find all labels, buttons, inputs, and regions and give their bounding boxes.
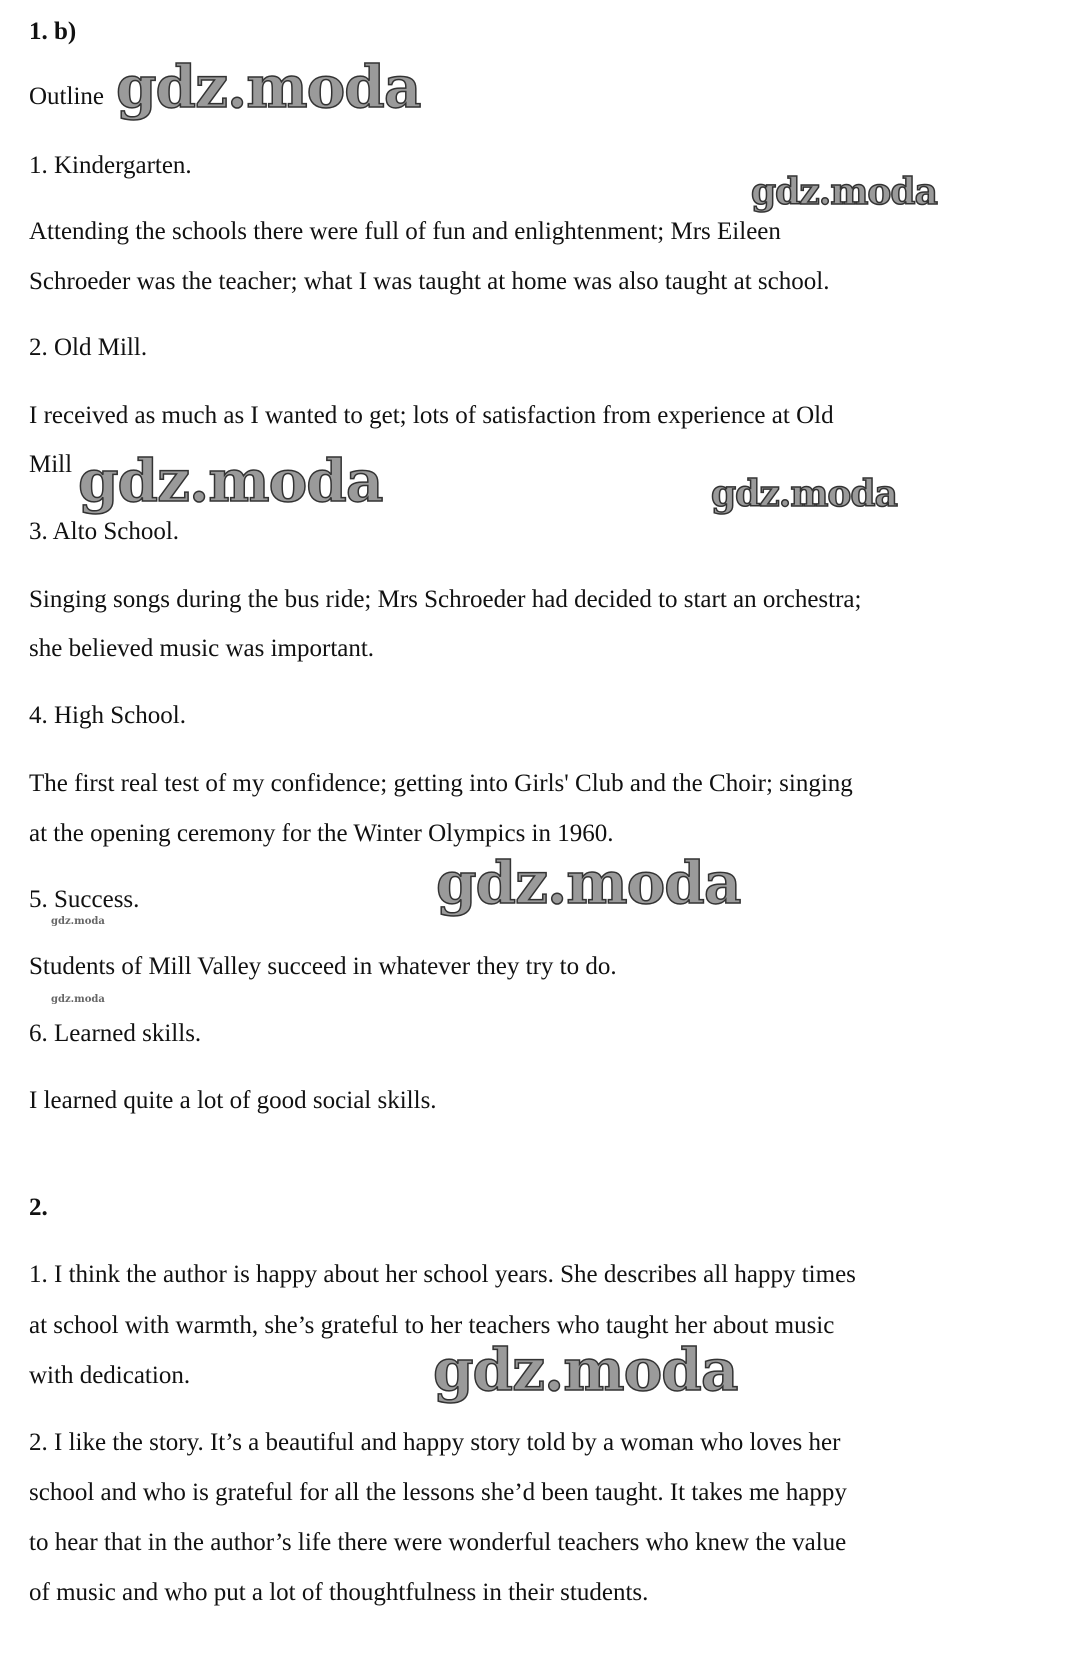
item-title: 1. Kindergarten. [29,152,192,179]
item-text: I received as much as I wanted to get; lots of satisfaction from experience at Old [29,402,834,429]
item-text: Attending the schools there were full of fun and enlightenment; Mrs Eileen [29,218,781,245]
answer-text: of music and who put a lot of thoughtfulness in their students. [29,1579,649,1606]
answer-text: school and who is grateful for all the lessons she’d been taught. It takes me happy [29,1479,847,1506]
item-title: 3. Alto School. [29,518,180,545]
item-text: Schroeder was the teacher; what I was taught at home was also taught at school. [29,268,830,295]
watermark: gdz.moda [751,171,937,213]
answer-text: 1. I think the author is happy about her school years. She describes all happy times [29,1261,856,1288]
outline-label: Outline [29,83,104,110]
item-text: Singing songs during the bus ride; Mrs Schroeder had decided to start an orchestra; [29,586,862,613]
answer-text: with dedication. [29,1362,191,1389]
watermark: gdz.moda [51,916,105,927]
item-text: The first real test of my confidence; getting into Girls' Club and the Choir; singing [29,770,853,797]
watermark: gdz.moda [51,994,105,1005]
section-1-heading: 1. b) [29,18,77,45]
item-title: 5. Success. [29,886,140,913]
section-2-heading: 2. [29,1194,48,1221]
item-text: she believed music was important. [29,635,375,662]
watermark: gdz.moda [711,473,897,515]
watermark: gdz.moda [433,1336,738,1404]
answer-text: 2. I like the story. It’s a beautiful and happy story told by a woman who loves her [29,1429,841,1456]
watermark: gdz.moda [116,53,421,121]
item-title: 6. Learned skills. [29,1020,202,1047]
item-title: 4. High School. [29,702,186,729]
item-text: I learned quite a lot of good social skills. [29,1087,437,1114]
watermark: gdz.moda [436,849,741,917]
item-title: 2. Old Mill. [29,334,148,361]
item-text: at the opening ceremony for the Winter Olympics in 1960. [29,820,614,847]
item-text: Mill [29,451,73,478]
item-text: Students of Mill Valley succeed in whatever they try to do. [29,953,617,980]
watermark: gdz.moda [78,447,383,515]
answer-text: at school with warmth, she’s grateful to her teachers who taught her about music [29,1312,835,1339]
answer-text: to hear that in the author’s life there were wonderful teachers who knew the value [29,1529,847,1556]
